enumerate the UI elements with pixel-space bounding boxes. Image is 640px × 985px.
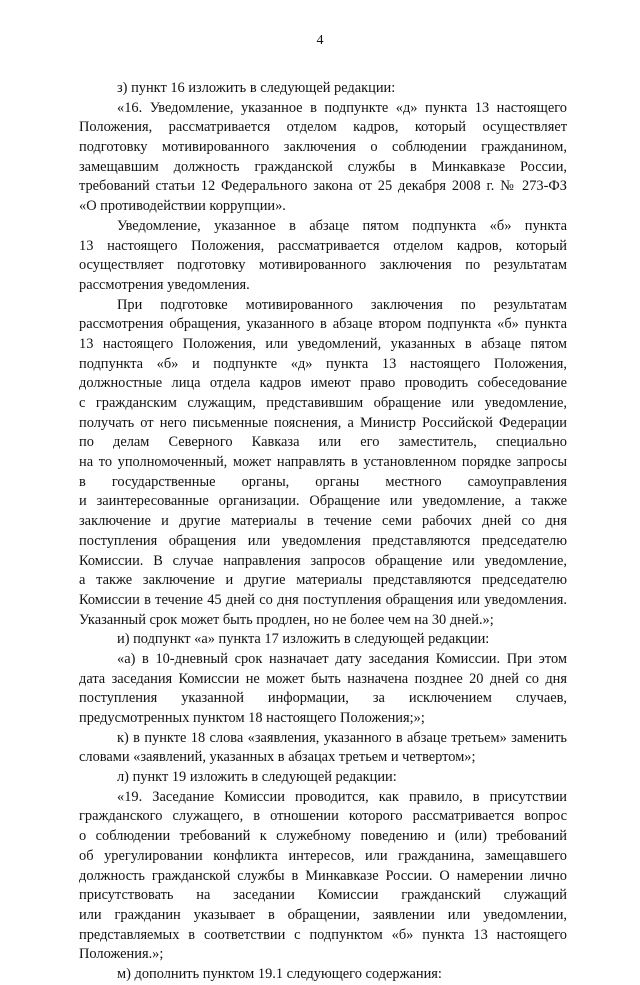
text-line: или гражданин указывает в обращении, заявлении или уведомлении, (79, 906, 567, 923)
text-line: «16. Уведомление, указанное в подпункте «д» пункта 13 настоящего (117, 99, 567, 116)
text-line: в государственные органы, органы местного самоуправления (79, 473, 567, 490)
text-line: гражданского служащего, в отношении которого рассматривается вопрос (79, 808, 567, 825)
paragraph-l-intro (79, 768, 567, 788)
text-line: дата заседания Комиссии не может быть назначена позднее 20 дней со дня (79, 670, 567, 687)
text-line: с гражданским служащим, представившим обращение или уведомление, (79, 395, 567, 411)
text-line: о соблюдении требований к служебному поведению и (или) требований (79, 828, 567, 845)
text-line: по делам Северного Кавказа или его заместитель, специально (79, 434, 567, 451)
text-line: 13 настоящего Положения, или уведомлений, указанных в абзаце пятом (79, 335, 567, 352)
text-line: Указанный срок может быть продлен, но не более чем на 30 дней.»; (79, 611, 494, 628)
text-line: об урегулировании конфликта интересов, или гражданина, замещавшего (79, 847, 567, 864)
text-line: словами «заявлений, указанных в абзацах третьем и четвертом»; (79, 749, 476, 766)
text-line: и) подпункт «а» пункта 17 изложить в следующей редакции: (117, 631, 490, 648)
text-line: присутствовать на заседании Комиссии гражданский служащий (79, 887, 567, 904)
text-line: и заинтересованные организации. Обращение или уведомление, а также (79, 493, 567, 510)
text-line: представляемых в соответствии с подпунктом «б» пункта 13 настоящего (79, 926, 567, 943)
text-line: Положения.»; (79, 946, 164, 963)
text-line: получать от него письменные пояснения, а Министр Российской Федерации (79, 414, 567, 431)
text-line: «19. Заседание Комиссии проводится, как правило, в присутствии (117, 788, 567, 805)
paragraph-z-intro (79, 79, 567, 99)
paragraph-k-intro (79, 729, 567, 768)
paragraph-m-intro (79, 965, 567, 985)
text-line: Положения, рассматривается отделом кадров, который осуществляет (79, 119, 567, 136)
text-line: л) пункт 19 изложить в следующей редакции: (117, 769, 397, 786)
text-line: Уведомление, указанное в абзаце пятом подпункта «б» пункта (117, 217, 567, 234)
page-number: 4 (316, 33, 324, 48)
text-line: рассмотрения обращения, указанного в абзаце втором подпункта «б» пункта (79, 316, 567, 333)
text-line: рассмотрения уведомления. (79, 276, 250, 293)
paragraph-i-intro (79, 630, 567, 650)
paragraph-p16-a (79, 99, 567, 217)
text-line: должность гражданской службы в Минкавказе России. О намерении лично (79, 867, 567, 884)
text-line: замещавшим должность гражданской службы в Минкавказе России, (79, 158, 567, 175)
text-line: поступления указанной информации, за исключением случаев, (79, 690, 567, 707)
text-line: При подготовке мотивированного заключения по результатам (117, 296, 567, 313)
text-line: «а) в 10-дневный срок назначает дату заседания Комиссии. При этом (117, 650, 567, 667)
paragraph-p16-c (79, 296, 567, 631)
text-line: а также заключение и другие материалы представляются председателю (79, 572, 567, 589)
paragraph-p16-b (79, 217, 567, 296)
text-line: 13 настоящего Положения, рассматривается отделом кадров, который (79, 237, 567, 254)
text-line: осуществляет подготовку мотивированного заключения по результатам (79, 257, 567, 274)
text-line: Комиссии в течение 45 дней со дня поступления обращения или уведомления. (79, 591, 567, 608)
document-body (79, 79, 567, 985)
text-line: поступления обращения или уведомления представляются председателю (79, 532, 567, 549)
text-line: Комиссии. В случае направления запросов обращение или уведомление, (79, 552, 567, 569)
text-line: «О противодействии коррупции». (79, 198, 286, 215)
text-line: заключение и другие материалы в течение семи рабочих дней со дня (79, 513, 567, 530)
text-line: м) дополнить пунктом 19.1 следующего содержания: (117, 965, 442, 982)
text-line: з) пункт 16 изложить в следующей редакции: (117, 80, 396, 96)
text-line: требований статьи 12 Федерального закона от 25 декабря 2008 г. № 273-ФЗ (79, 178, 567, 195)
text-line: к) в пункте 18 слова «заявления, указанного в абзаце третьем» заменить (117, 729, 567, 746)
paragraph-p17-a (79, 650, 567, 729)
paragraph-p19 (79, 788, 567, 965)
text-line: предусмотренных пунктом 18 настоящего Положения;»; (79, 710, 425, 726)
text-line: должностные лица отдела кадров имеют право проводить собеседование (79, 375, 567, 392)
text-line: на то уполномоченный, может направлять в установленном порядке запросы (79, 454, 567, 471)
text-line: подпункта «б» и подпункте «д» пункта 13 настоящего Положения, (79, 355, 567, 372)
text-line: подготовку мотивированного заключения о соблюдении гражданином, (79, 139, 567, 156)
